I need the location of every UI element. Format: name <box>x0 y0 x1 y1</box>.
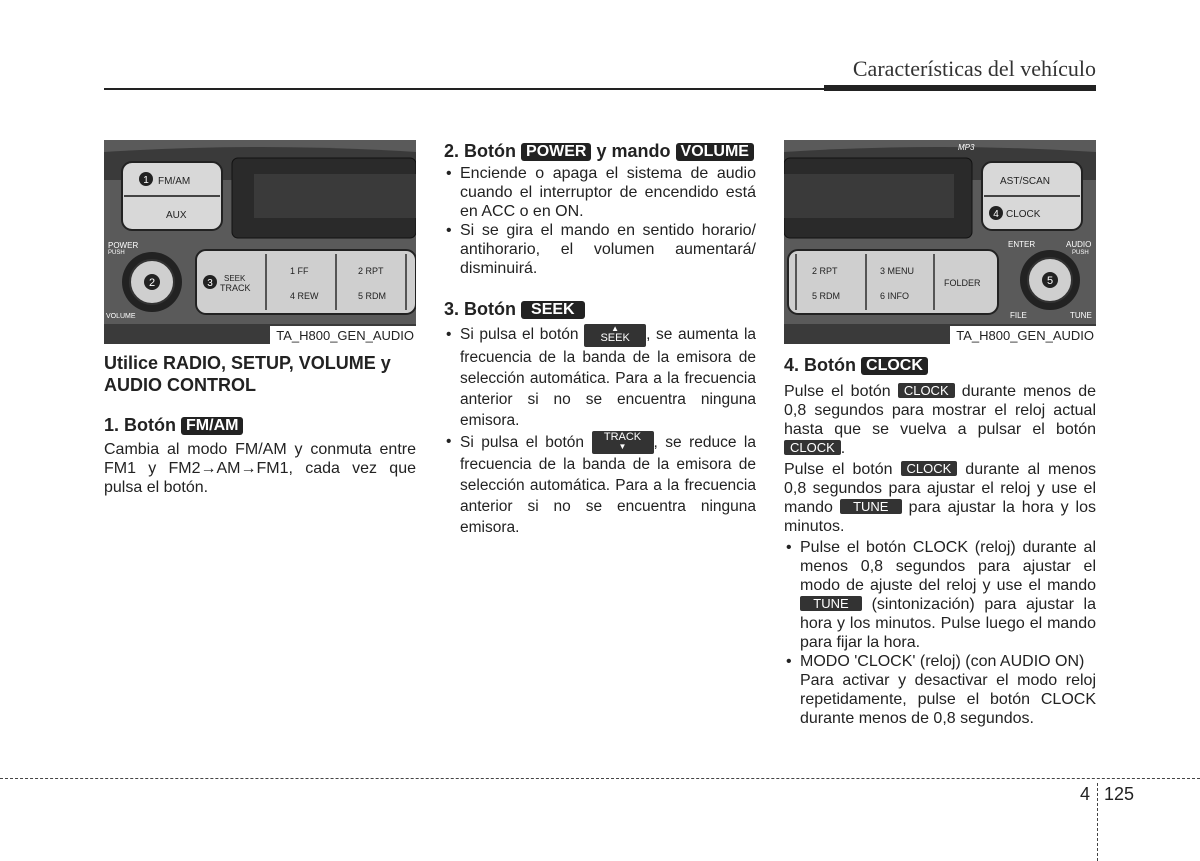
column-middle <box>444 140 756 538</box>
panel-label-power: POWER <box>108 241 139 250</box>
text-run: para ajustar la hora y los minutos. <box>784 499 1096 535</box>
panel-label-rpt-right: 2 RPT <box>812 266 838 276</box>
section-3-list <box>444 324 756 538</box>
panel-label-folder: FOLDER <box>944 278 981 288</box>
text-run: • MODO 'CLOCK' (reloj) (con AUDIO ON) <box>800 653 1085 670</box>
tune-button-icon: TUNE <box>800 596 862 611</box>
clock-button-icon: CLOCK <box>898 383 955 398</box>
list-item <box>444 431 756 538</box>
footer-page-divider <box>1097 783 1098 861</box>
panel-label-rew: 4 REW <box>290 291 319 301</box>
image-caption: TA_H800_GEN_AUDIO <box>270 326 416 344</box>
text-run: Pulse el botón CLOCK (reloj) durante al menos 0,8 segundos para ajustar el modo de ajuste del reloj y use el mando <box>800 539 1096 594</box>
clock-button-icon: CLOCK <box>784 440 841 455</box>
panel-label-audio: AUDIO <box>1066 240 1092 249</box>
seek-button-label: SEEK <box>600 332 630 344</box>
callout-2: 2 <box>148 277 156 289</box>
panel-label-menu: 3 MENU <box>880 266 915 276</box>
text-run: durante menos de 0,8 segundos para mostrar el reloj actual hasta que se vuelva a pulsar el botón <box>784 383 1097 438</box>
panel-label-clock: CLOCK <box>1006 209 1041 220</box>
panel-label-tune: TUNE <box>1070 311 1092 320</box>
panel-label-mp3: MP3 <box>958 143 975 152</box>
panel-label-ff: 1 FF <box>290 266 309 276</box>
panel-label-push-right: PUSH <box>1072 250 1089 256</box>
section-1-title: 1. Botón <box>104 415 176 435</box>
text-run: . <box>840 440 846 457</box>
clock-button-icon: CLOCK <box>901 461 958 476</box>
volume-badge: VOLUME <box>676 143 754 161</box>
panel-label-fmam: FM/AM <box>158 176 191 187</box>
callout-1: 1 <box>143 175 149 186</box>
audio-panel-illustration-right <box>784 140 1096 344</box>
section-4-list <box>784 538 1096 728</box>
callout-5: 5 <box>1046 275 1054 287</box>
header-title: Características del vehículo <box>852 56 1096 81</box>
callout-4: 4 <box>993 209 999 220</box>
section-2-list <box>444 164 756 278</box>
audio-panel-image-left <box>104 140 416 344</box>
tune-button-icon: TUNE <box>840 499 902 514</box>
track-text-before: Si pulsa el botón <box>460 434 585 451</box>
panel-label-rpt: 2 RPT <box>358 266 384 276</box>
clock-badge: CLOCK <box>861 357 928 375</box>
list-item: • Si se gira el mando en sentido horario/ antihorario, el volumen aumentará/ disminuirá. <box>444 221 756 278</box>
header-rule-accent <box>824 85 1096 91</box>
section-4-title: 4. Botón <box>784 355 856 375</box>
section-4-heading <box>784 354 1096 376</box>
list-item <box>784 652 1096 728</box>
section-3-title: 3. Botón <box>444 299 516 319</box>
list-item <box>444 324 756 431</box>
intro-heading: Utilice RADIO, SETUP, VOLUME y AUDIO CONTROL <box>104 353 391 395</box>
image-caption: TA_H800_GEN_AUDIO <box>950 326 1096 344</box>
list-item: • Enciende o apaga el sistema de audio cuando el interruptor de encendido está en ACC o en ON. <box>444 164 756 221</box>
audio-panel-illustration-left <box>104 140 416 344</box>
audio-panel-image-right <box>784 140 1096 344</box>
column-left <box>104 140 416 497</box>
section-2-title: 2. Botón <box>444 141 516 161</box>
section-1-heading <box>104 414 416 436</box>
panel-label-rdm-right: 5 RDM <box>812 291 841 301</box>
section-2-heading <box>444 140 756 162</box>
list-item <box>784 538 1096 652</box>
panel-label-aux: AUX <box>166 210 187 221</box>
fmam-badge: FM/AM <box>181 417 243 435</box>
callout-3: 3 <box>207 278 213 289</box>
panel-label-info: 6 INFO <box>880 291 910 301</box>
text-run: Pulse el botón <box>784 383 891 400</box>
track-button-label: TRACK <box>603 431 642 443</box>
section-4-paragraph-2 <box>784 460 1096 536</box>
track-text-after: , se reduce la frecuencia de la banda de la emisora de selección automática. Para a la frecuencia anterior si no se encuentra ninguna emisora. <box>460 434 756 536</box>
text-run: (sintonización) para ajustar la hora y los minutos. Pulse luego el mando para fijar la hora. <box>800 596 1096 651</box>
seek-badge: SEEK <box>521 301 585 319</box>
panel-label-push: PUSH <box>108 250 125 256</box>
text-run: Para activar y desactivar el modo reloj repetidamente, pulse el botón CLOCK durante menos de 0,8 segundos. <box>800 672 1096 727</box>
section-1-text: Cambia al modo FM/AM y conmuta entre FM1 y FM2→AM→FM1, cada vez que pulsa el botón. <box>104 441 416 496</box>
track-button-icon: TRACK ▼ <box>592 431 654 454</box>
power-badge: POWER <box>521 143 591 161</box>
panel-label-track: TRACK <box>220 283 251 293</box>
panel-label-enter: ENTER <box>1008 240 1036 249</box>
seek-text-after: , se aumenta la frecuencia de la banda de la emisora de selección automática. Para a la frecuencia anterior si no se encuentra ninguna emisora. <box>460 326 757 429</box>
seek-button-icon: ▲ SEEK <box>584 324 646 347</box>
panel-label-file: FILE <box>1010 311 1027 320</box>
seek-text-before: Si pulsa el botón <box>460 326 579 343</box>
text-run: durante al menos 0,8 segundos para ajustar el reloj y use el mando <box>784 461 1097 516</box>
page-number: 125 <box>1104 784 1135 804</box>
header-rule <box>104 88 824 90</box>
section-4-paragraph-1 <box>784 382 1096 458</box>
chapter-number: 4 <box>1080 784 1091 804</box>
column-right <box>784 140 1096 728</box>
section-3-heading <box>444 298 756 320</box>
panel-label-rdm: 5 RDM <box>358 291 387 301</box>
text-run: Pulse el botón <box>784 461 893 478</box>
panel-label-astscan: AST/SCAN <box>1000 176 1051 187</box>
panel-label-volume: VOLUME <box>106 313 136 320</box>
panel-label-seek: SEEK <box>224 274 246 283</box>
section-2-mid: y mando <box>596 141 671 161</box>
footer-divider <box>0 778 1200 779</box>
